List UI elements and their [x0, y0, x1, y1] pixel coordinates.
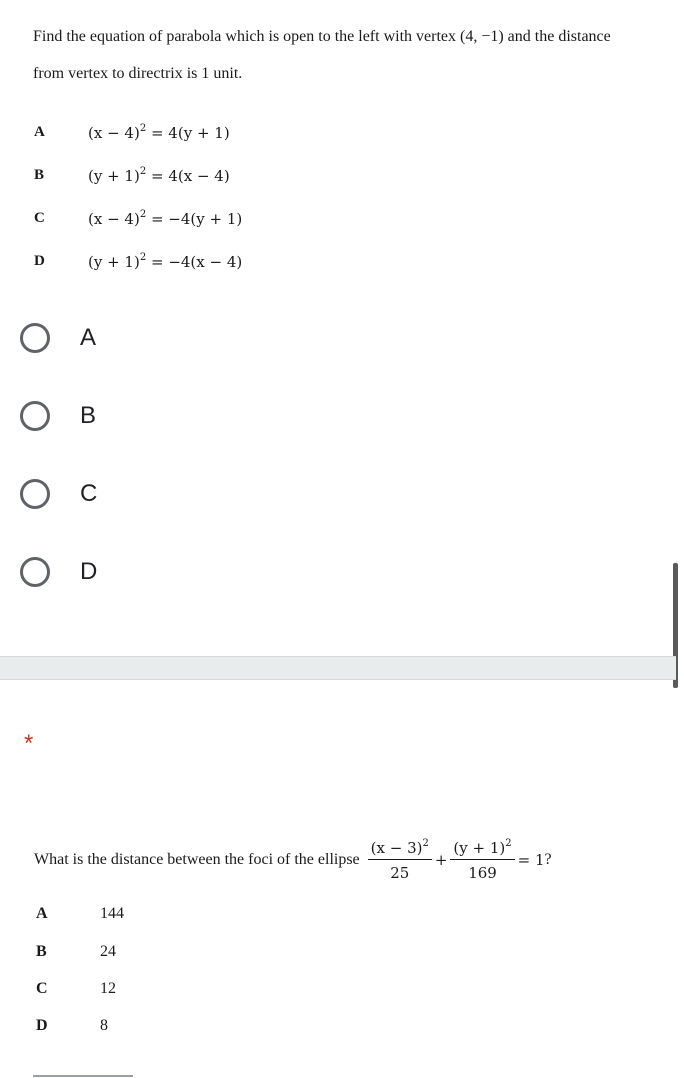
option-value: 144 [100, 905, 124, 922]
option-letter: A [36, 905, 48, 922]
plus-sign: + [434, 851, 448, 869]
radio-label: D [80, 558, 98, 585]
section-divider [0, 656, 676, 680]
option-value: 12 [100, 980, 116, 997]
radio-button-icon[interactable] [20, 557, 50, 587]
option-value: 8 [100, 1017, 108, 1034]
question-mark: ? [544, 851, 552, 868]
option-letter: C [34, 209, 45, 226]
question-2-option-a [36, 905, 124, 923]
option-letter: C [36, 980, 48, 997]
option-equation: $(y + 1)^2 = -4(x - 4)$ [88, 251, 243, 271]
radio-button-icon[interactable] [20, 479, 50, 509]
bottom-divider [33, 1075, 133, 1077]
question-1-option-b [34, 163, 230, 187]
option-equation: $(y + 1)^2 = 4(x - 4)$ [88, 165, 230, 185]
radio-label: A [80, 324, 97, 351]
option-equation: $(x - 4)^2 = 4(y + 1)$ [88, 122, 230, 142]
radio-choice-c[interactable] [20, 477, 97, 511]
question-2-option-b [36, 943, 116, 961]
option-equation: $(x - 4)^2 = -4(y + 1)$ [88, 208, 243, 228]
question-1-option-c [34, 206, 242, 230]
radio-choice-b[interactable] [20, 399, 96, 433]
option-value: 24 [100, 943, 116, 960]
question-2-prompt: What is the distance between the foci of the ellipse [34, 851, 360, 868]
question-1-line-2: from vertex to directrix is 1 unit. [33, 65, 243, 82]
option-letter: D [34, 252, 45, 269]
option-letter: D [36, 1017, 48, 1034]
required-asterisk: * [24, 730, 34, 757]
radio-label: C [80, 480, 98, 507]
question-2-text [34, 838, 552, 882]
fraction-2: $\frac{(y + 1)^2}{169}$ [450, 838, 514, 882]
question-1-text [33, 18, 653, 92]
question-2-option-c [36, 980, 116, 998]
option-letter: B [34, 166, 45, 183]
question-2-option-d [36, 1017, 108, 1035]
question-1-line-1: Find the equation of parabola which is open to the left with vertex (4, −1) and the distance [33, 28, 611, 45]
equals-one: = 1 [517, 851, 545, 869]
fraction-1: $\frac{(x - 3)^2}{25}$ [368, 838, 432, 882]
radio-choice-a[interactable] [20, 321, 96, 355]
option-letter: B [36, 943, 47, 960]
radio-button-icon[interactable] [20, 401, 50, 431]
question-1-option-a [34, 120, 230, 144]
radio-choice-d[interactable] [20, 555, 97, 589]
radio-label: B [80, 402, 97, 429]
question-1-option-d [34, 249, 242, 273]
option-letter: A [34, 123, 45, 140]
radio-button-icon[interactable] [20, 323, 50, 353]
